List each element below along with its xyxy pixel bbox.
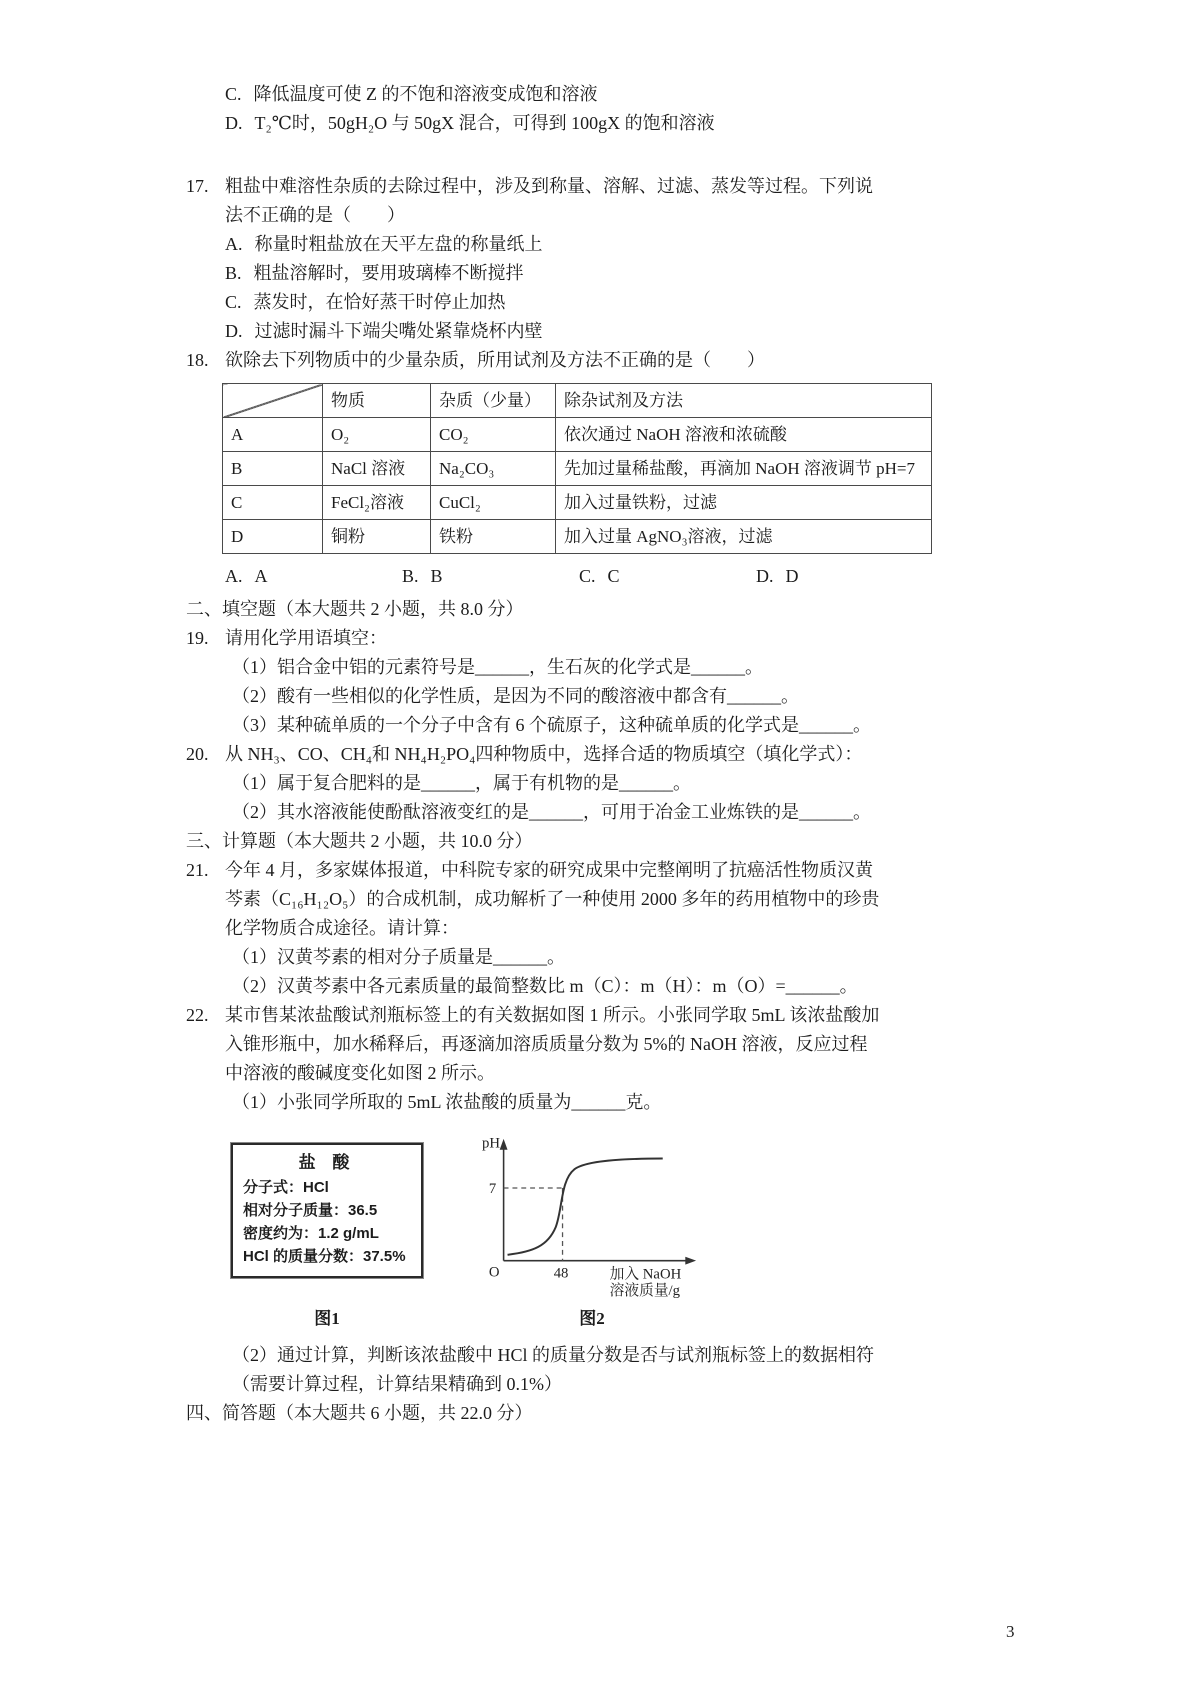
part-line: （2）酸有一些相似的化学性质，是因为不同的酸溶液中都含有______。 bbox=[232, 686, 799, 706]
stem-line: 粗盐中难溶性杂质的去除过程中，涉及到称量、溶解、过滤、蒸发等过程。下列说 bbox=[225, 176, 873, 196]
question-16-options bbox=[225, 80, 946, 138]
cell-substance: O₂ bbox=[323, 418, 431, 452]
reagent-bottle-label bbox=[231, 1143, 423, 1278]
figure-2-caption: 图2 bbox=[579, 1309, 605, 1328]
option-label: C. bbox=[579, 566, 596, 586]
option-text: B bbox=[430, 566, 443, 586]
option-d bbox=[225, 109, 946, 138]
table-row bbox=[223, 520, 932, 554]
section-title-short-answer: 四、简答题（本大题共 6 小题，共 22.0 分） bbox=[186, 1403, 533, 1423]
stem-line: 中溶液的酸碱度变化如图 2 所示。 bbox=[225, 1063, 495, 1083]
option-label: A. bbox=[225, 234, 243, 254]
question-19 bbox=[186, 624, 946, 740]
option-label: C. bbox=[225, 292, 242, 312]
ph-curve-chart bbox=[472, 1133, 712, 1298]
answer-b bbox=[402, 562, 579, 591]
option-text: A bbox=[254, 566, 268, 586]
figure-1-caption: 图1 bbox=[314, 1309, 340, 1328]
cell-impurity: 铁粉 bbox=[431, 520, 556, 554]
header-impurity: 杂质（少量） bbox=[431, 384, 556, 418]
part-line: （需要计算过程，计算结果精确到 0.1%） bbox=[232, 1374, 562, 1394]
x-axis-arrow bbox=[685, 1257, 696, 1265]
row-key: C bbox=[223, 486, 323, 520]
question-18 bbox=[186, 346, 946, 595]
question-number: 21. bbox=[186, 860, 209, 880]
cell-impurity: Na₂CO₃ bbox=[431, 452, 556, 486]
figures-row bbox=[227, 1133, 946, 1333]
option-text: C bbox=[607, 566, 620, 586]
option-text: 粗盐溶解时，要用玻璃棒不断搅拌 bbox=[253, 263, 524, 283]
label-title: 盐 酸 bbox=[298, 1153, 356, 1172]
option-d bbox=[225, 317, 946, 346]
row-key: D bbox=[223, 520, 323, 554]
answer-c bbox=[579, 562, 756, 591]
question-number: 22. bbox=[186, 1005, 209, 1025]
table-row bbox=[223, 452, 932, 486]
x-axis-label-line1: 加入 NaOH bbox=[609, 1266, 682, 1283]
part-line: （1）铝合金中铝的元素符号是______，生石灰的化学式是______。 bbox=[232, 657, 763, 677]
part-line: （1）汉黄芩素的相对分子质量是______。 bbox=[232, 947, 565, 967]
option-label: B. bbox=[225, 263, 242, 283]
option-a bbox=[225, 230, 946, 259]
part-line: （3）某种硫单质的一个分子中含有 6 个硫原子，这种硫单质的化学式是______。 bbox=[232, 715, 871, 735]
label-density: 密度约为：1.2 g/mL bbox=[243, 1225, 379, 1242]
y-tick-7: 7 bbox=[488, 1180, 497, 1197]
stem-line: 芩素（C₁₆H₁₂O₅）的合成机制，成功解析了一种使用 2000 多年的药用植物中的珍贵 bbox=[225, 889, 880, 909]
option-label: D. bbox=[225, 113, 243, 133]
option-text: D bbox=[785, 566, 799, 586]
row-key: B bbox=[223, 452, 323, 486]
stem-line: 从 NH₃、CO、CH₄和 NH₄H₂PO₄四种物质中，选择合适的物质填空（填化学式）： bbox=[225, 744, 863, 764]
figure-1 bbox=[227, 1133, 427, 1333]
option-label: C. bbox=[225, 84, 242, 104]
section-title-calculation: 三、计算题（本大题共 2 小题，共 10.0 分） bbox=[186, 831, 533, 851]
cell-substance: FeCl₂溶液 bbox=[323, 486, 431, 520]
cell-impurity: CuCl₂ bbox=[431, 486, 556, 520]
figure-2 bbox=[467, 1133, 717, 1333]
option-c bbox=[225, 288, 946, 317]
question-number: 20. bbox=[186, 744, 209, 764]
stem-line: 请用化学用语填空： bbox=[225, 628, 387, 648]
stem-line: 法不正确的是（ ） bbox=[225, 205, 405, 225]
stem-line: 化学物质合成途径。请计算： bbox=[225, 918, 459, 938]
cell-impurity: CO₂ bbox=[431, 418, 556, 452]
diagonal-header-cell bbox=[223, 384, 323, 418]
impurity-removal-table bbox=[222, 383, 932, 554]
part-line: （1）属于复合肥料的是______，属于有机物的是______。 bbox=[232, 773, 691, 793]
part-line: （1）小张同学所取的 5mL 浓盐酸的质量为______克。 bbox=[232, 1092, 662, 1112]
option-label: A. bbox=[225, 566, 243, 586]
section-title-fill-in: 二、填空题（本大题共 2 小题，共 8.0 分） bbox=[186, 599, 524, 619]
question-number: 19. bbox=[186, 628, 209, 648]
part-line: （2）其水溶液能使酚酞溶液变红的是______，可用于冶金工业炼铁的是______。 bbox=[232, 802, 871, 822]
option-text: 过滤时漏斗下端尖嘴处紧靠烧杯内壁 bbox=[254, 321, 543, 341]
cell-substance: NaCl 溶液 bbox=[323, 452, 431, 486]
answer-choices-row bbox=[225, 562, 946, 591]
part-line: （2）汉黄芩素中各元素质量的最简整数比 m（C）：m（H）：m（O）=______。 bbox=[232, 976, 858, 996]
stem-line: 今年 4 月，多家媒体报道，中科院专家的研究成果中完整阐明了抗癌活性物质汉黄 bbox=[225, 860, 873, 880]
cell-method: 加入过量铁粉，过滤 bbox=[556, 486, 932, 520]
option-b bbox=[225, 259, 946, 288]
label-molar-mass: 相对分子质量：36.5 bbox=[243, 1202, 378, 1219]
label-formula: 分子式：HCl bbox=[243, 1179, 329, 1196]
x-tick-48: 48 bbox=[553, 1265, 569, 1282]
table-header-row bbox=[223, 384, 932, 418]
cell-method: 先加过量稀盐酸，再滴加 NaOH 溶液调节 pH=7 bbox=[556, 452, 932, 486]
x-axis-label-line2: 溶液质量/g bbox=[609, 1283, 681, 1298]
header-method: 除杂试剂及方法 bbox=[556, 384, 932, 418]
stem-line: 入锥形瓶中，加水稀释后，再逐滴加溶质质量分数为 5%的 NaOH 溶液，反应过程 bbox=[225, 1034, 868, 1054]
question-number: 18. bbox=[186, 350, 209, 370]
cell-method: 加入过量 AgNO₃溶液，过滤 bbox=[556, 520, 932, 554]
page-number: 3 bbox=[1006, 1622, 1015, 1641]
answer-d bbox=[756, 562, 933, 591]
question-number: 17. bbox=[186, 176, 209, 196]
option-c bbox=[225, 80, 946, 109]
row-key: A bbox=[223, 418, 323, 452]
cell-substance: 铜粉 bbox=[323, 520, 431, 554]
y-axis-arrow bbox=[500, 1139, 508, 1150]
table-row bbox=[223, 418, 932, 452]
question-21 bbox=[186, 856, 946, 1001]
question-17 bbox=[186, 172, 946, 346]
option-text: 称量时粗盐放在天平左盘的称量纸上 bbox=[254, 234, 543, 254]
question-22 bbox=[186, 1001, 946, 1399]
cell-method: 依次通过 NaOH 溶液和浓硫酸 bbox=[556, 418, 932, 452]
part-line: （2）通过计算，判断该浓盐酸中 HCl 的质量分数是否与试剂瓶标签上的数据相符 bbox=[232, 1345, 875, 1365]
answer-a bbox=[225, 562, 402, 591]
origin-label: O bbox=[488, 1264, 500, 1281]
stem-line: 某市售某浓盐酸试剂瓶标签上的有关数据如图 1 所示。小张同学取 5mL 该浓盐酸加 bbox=[225, 1005, 880, 1025]
table-row bbox=[223, 486, 932, 520]
option-text: T₂℃时，50gH₂O 与 50gX 混合，可得到 100gX 的饱和溶液 bbox=[254, 113, 715, 133]
stem-line: 欲除去下列物质中的少量杂质，所用试剂及方法不正确的是（ ） bbox=[225, 350, 765, 370]
y-axis-label: pH bbox=[482, 1135, 500, 1152]
header-substance: 物质 bbox=[323, 384, 431, 418]
exam-content bbox=[186, 80, 946, 1428]
option-label: B. bbox=[402, 566, 419, 586]
option-label: D. bbox=[225, 321, 243, 341]
question-20 bbox=[186, 740, 946, 827]
titration-curve bbox=[508, 1159, 663, 1255]
option-label: D. bbox=[756, 566, 774, 586]
option-text: 降低温度可使 Z 的不饱和溶液变成饱和溶液 bbox=[253, 84, 598, 104]
option-text: 蒸发时，在恰好蒸干时停止加热 bbox=[253, 292, 506, 312]
label-mass-fraction: HCl 的质量分数：37.5% bbox=[243, 1248, 406, 1265]
